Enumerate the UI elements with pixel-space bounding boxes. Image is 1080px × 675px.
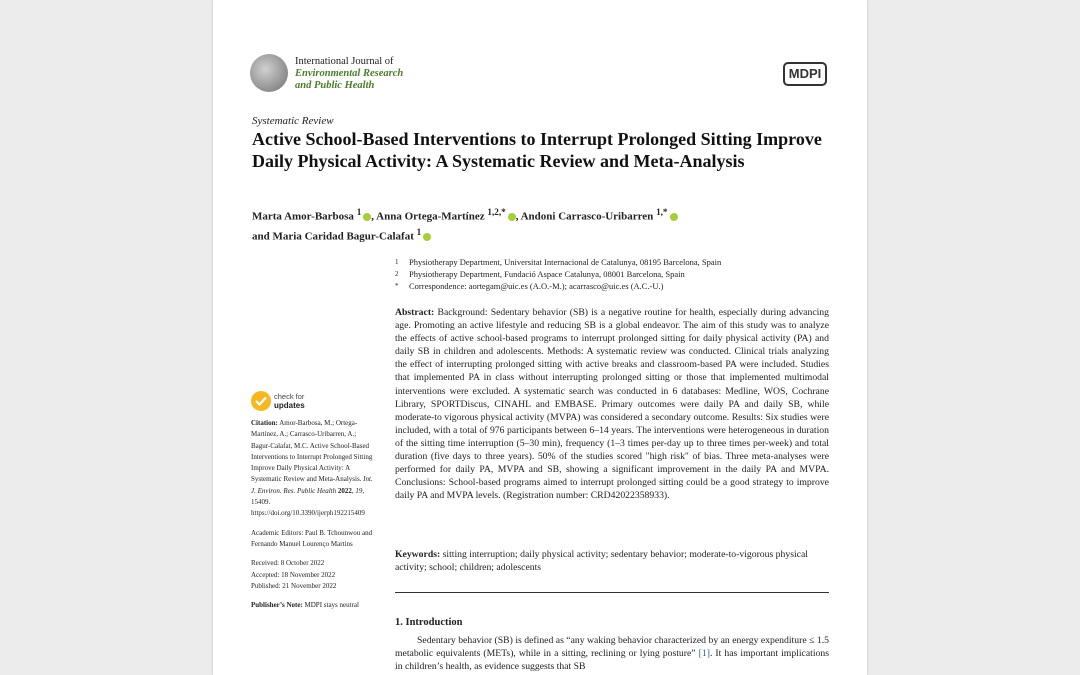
correspondence: * Correspondence: aortegam@uic.es (A.O.-M.); acarrasco@uic.es (A.C.-U.) <box>395 281 664 291</box>
check-for-updates-icon[interactable] <box>251 391 271 411</box>
keywords: Keywords: sitting interruption; daily physical activity; sedentary behavior; moderate-to-vigorous physical activity; school; children; adolescents <box>395 549 808 574</box>
journal-logo-icon <box>250 54 288 92</box>
academic-editors: Academic Editors: Paul B. Tchounwou and Fernando Manuel Lourenço Martins <box>251 528 373 548</box>
author-list: Marta Amor-Barbosa $^1$ , Anna Ortega-Martínez $^{1,2,*}$ , Andoni Carrasco-Uribarren $^{1,*}$ and Maria Caridad Bagur-Calafat $^1$ <box>252 205 832 244</box>
publisher-note: Publisher’s Note: MDPI stays neutral <box>251 601 359 610</box>
author-name: Anna Ortega-Martínez <box>376 210 485 223</box>
mdpi-logo: MDPI <box>783 62 827 86</box>
intro-paragraph: Sedentary behavior (SB) is defined as “any waking behavior characterized by an energy expenditure ≤ 1.5 metabolic equivalents (METs), while in a sitting, reclining or lying posture” [1]. It has important implications in children’s health, as evidence suggests that SB <box>395 635 829 673</box>
article-type: Systematic Review <box>252 115 334 127</box>
paper-page <box>213 0 867 675</box>
journal-name: International Journal of Environmental Research and Public Health <box>295 56 404 91</box>
section-divider <box>395 592 829 593</box>
check-for-updates[interactable]: check for updates <box>274 392 305 410</box>
affiliation-item: 2 Physiotherapy Department, Fundació Aspace Catalunya, 08001 Barcelona, Spain <box>395 269 685 279</box>
article-title: Active School-Based Interventions to Interrupt Prolonged Sitting Improve Daily Physical Activity: A Systematic Review and Meta-Analysis <box>252 129 822 171</box>
orcid-icon[interactable] <box>670 213 678 221</box>
orcid-icon[interactable] <box>508 213 516 221</box>
abstract: Abstract: Background: Sedentary behavior (SB) is a negative routine for health, especially during advancing age. Promoting an active lifestyle and reducing SB is a global endeavor. The aim of this study was to analyze the effects of active school-based programs to interrupt prolonged sitting for daily physical activity (PA) and daily SB in children and adolescents. Methods: A systematic review was conducted. Clinical trials analyzing the effect of interrupting prolonged sitting with active breaks and classroom-based PA were included. Studies that implemented PA in class without interrupting prolonged sitting or those that implemented multimodal interventions were excluded. A systematic search was conducted in 6 databases: Medline, WOS, Cochrane Library, SPORTDiscus, CINAHL and EMBASE. Primary outcomes were daily PA and daily SB, while moderate-to vigorous physical activity (MVPA) was considered a secondary outcome. Results: Six studies were included, with a total of 976 participants between 6–14 years. The interventions were heterogeneous in duration of the sitting time interruption (5–30 min), frequency (1–3 times per-day up to three times per-week) and total duration (five days to three years). 50% of the studies scored "high risk" of bias. Three meta-analyses were performed for daily PA, MVPA and SB, showing a significant improvement in the daily PA and MVPA. Conclusions: School-based programs aimed to interrupt prolonged sitting could be a good strategy to improve daily PA and MVPA levels. (Registration number: CRD42022358933). <box>395 307 829 502</box>
affiliation-item: 1 Physiotherapy Department, Universitat Internacional de Catalunya, 08195 Barcelona, Spain <box>395 257 722 267</box>
author-name: Maria Caridad Bagur-Calafat <box>272 230 414 243</box>
section-heading: 1. Introduction <box>395 617 463 628</box>
reference-link[interactable]: [1] <box>698 648 710 660</box>
affiliations <box>395 256 835 292</box>
citation: Citation: Amor-Barbosa, M.; Ortega-Martínez, A.; Carrasco-Uribarren, A.; Bagur-Calafat, M.C. Active School-Based Interventions to Interrupt Prolonged Sitting Improve Daily Physical Activity: A Systematic Review and Meta-Analysis. Int. J. Environ. Res. Public Health 2022, 19, 15409. https://doi.org/10.3390/ijerph192215409 <box>251 419 373 518</box>
orcid-icon[interactable] <box>423 233 431 241</box>
author-name: Andoni Carrasco-Uribarren <box>520 210 654 223</box>
author-name: Marta Amor-Barbosa <box>252 210 354 223</box>
doi-link[interactable]: 15409. https://doi.org/10.3390/ijerph192215409 <box>251 498 365 518</box>
article-sidebar <box>251 418 376 611</box>
publication-dates: Received: 8 October 2022 Accepted: 18 November 2022 Published: 21 November 2022 <box>251 559 337 590</box>
